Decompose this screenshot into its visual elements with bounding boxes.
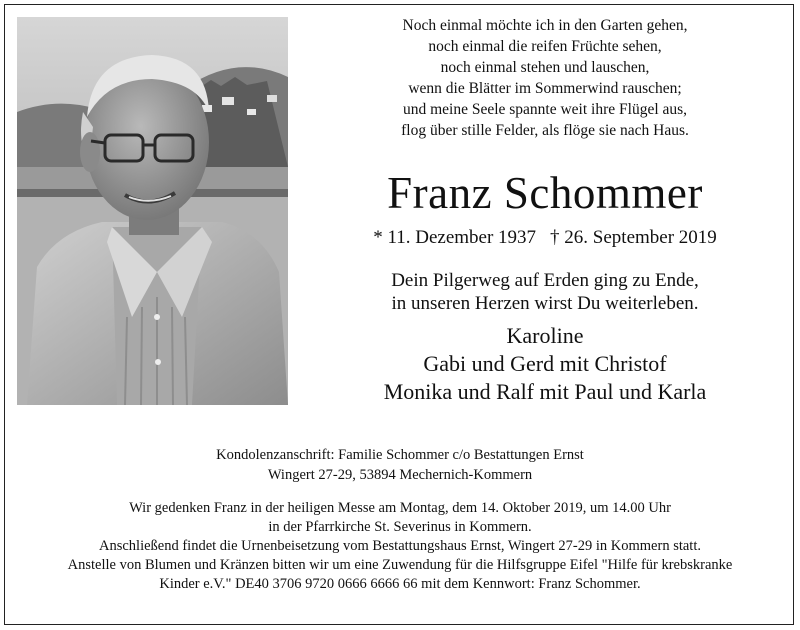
poem-line: noch einmal stehen und lauschen, (440, 59, 650, 76)
family-line: Gabi und Gerd mit Christof (423, 351, 667, 376)
poem-line: und meine Seele spannte weit ihre Flügel aus, (402, 101, 688, 118)
notice-line: Kinder e.V." DE40 3706 9720 0666 6666 66 mit dem Kennwort: Franz Schommer. (159, 576, 641, 592)
poem-line: noch einmal die reifen Früchte sehen, (428, 38, 662, 55)
notice-line: Wir gedenken Franz in der heiligen Messe am Montag, dem 14. Oktober 2019, um 14.00 Uhr (129, 500, 671, 516)
deceased-name: Franz Schommer (387, 168, 703, 218)
poem-line: flog über stille Felder, als flöge sie nach Haus. (401, 122, 689, 139)
notice-line: Anstelle von Blumen und Kränzen bitten wir um eine Zuwendung für die Hilfsgruppe Eifel "Hilfe für krebskranke (67, 557, 733, 573)
address-line: Kondolenzanschrift: Familie Schommer c/o Bestattungen Ernst (216, 447, 584, 463)
notice-line: in der Pfarrkirche St. Severinus in Kommern. (268, 519, 532, 535)
life-dates (300, 226, 790, 250)
portrait-photo (17, 17, 288, 405)
birth-date: * 11. Dezember 1937 (373, 227, 537, 248)
condolence-address (0, 445, 800, 485)
poem (300, 15, 790, 141)
farewell-text (300, 269, 790, 315)
family-line: Monika und Ralf mit Paul und Karla (383, 379, 707, 404)
poem-line: Noch einmal möchte ich in den Garten gehen, (402, 17, 688, 34)
poem-line: wenn die Blätter im Sommerwind rauschen; (408, 80, 682, 97)
address-line: Wingert 27-29, 53894 Mechernich-Kommern (267, 467, 533, 483)
notice-line: Anschließend findet die Urnenbeisetzung vom Bestattungshaus Ernst, Wingert 27-29 in Kommern statt. (99, 538, 701, 554)
service-notice (0, 499, 800, 594)
mourning-family (300, 322, 790, 406)
death-date: † 26. September 2019 (550, 227, 717, 248)
farewell-line: in unseren Herzen wirst Du weiterleben. (391, 293, 699, 314)
family-line: Karoline (506, 323, 584, 348)
farewell-line: Dein Pilgerweg auf Erden ging zu Ende, (391, 270, 699, 291)
